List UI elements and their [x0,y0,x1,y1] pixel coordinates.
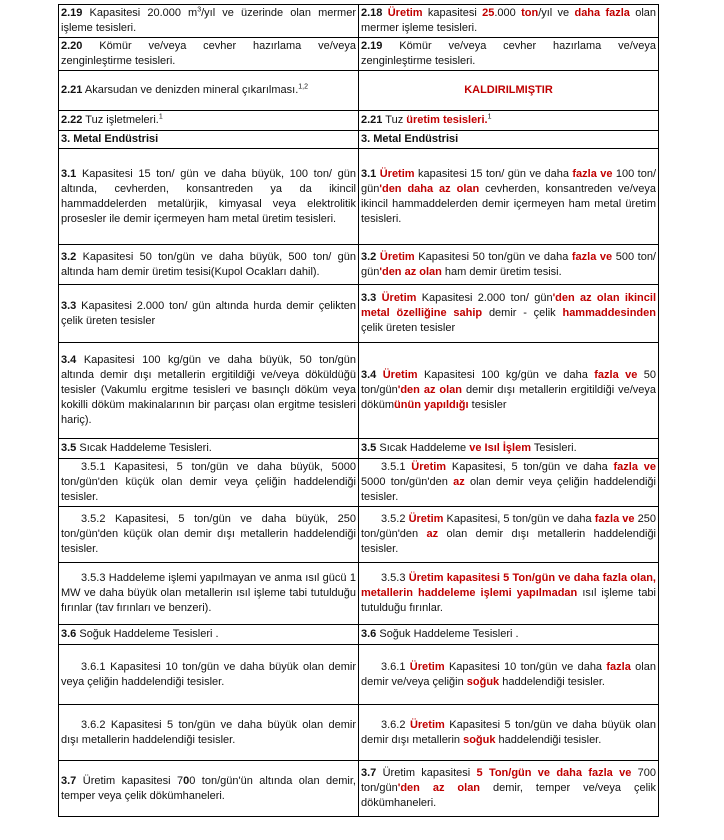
text-segment: Kapasitesi 5 ton/gün ve daha büyük olan demir dışı metallerin [361,718,656,746]
table-row [59,149,659,245]
text-segment: 3.6.2 Kapasitesi 5 ton/gün ve daha büyük olan demir dışı metallerin haddelendiği tesisler. [61,718,356,746]
table-row [59,38,659,71]
text-segment: 3.1 [361,167,377,180]
text-segment: tesisler [468,399,507,411]
amended-text: az [426,528,439,540]
text-segment: Kapasitesi 15 ton/ gün ve daha büyük, 100 ton/ gün altında, cevherden, konsantreden ya da ikincil hammaddelerden metalürjik, kimyasal veya elektrolitik prosesler ile demir içermeyen ham metal üretim tesisleri. [61,167,356,225]
new-provision-cell [359,507,659,563]
old-provision-cell [59,71,359,111]
new-provision-cell [359,149,659,245]
footnote-marker: 1,2 [298,83,308,91]
text-segment: 2.19 [361,40,383,52]
new-provision-cell [359,245,659,285]
text-segment: Üretim kapasitesi [376,767,477,779]
old-provision-cell [59,439,359,459]
text-segment: Soğuk Haddeleme Tesisleri . [76,628,219,640]
text-segment: 3. Metal Endüstrisi [61,133,159,145]
amended-text: Üretim [382,369,418,381]
table-row [59,343,659,439]
text-segment: ısıl işleme tabi tutulduğu fırınlar. [361,587,656,614]
table-row [59,645,659,705]
text-segment: 3.6 [361,628,377,640]
old-provision-cell [59,285,359,343]
text-segment: 3.3 [61,299,77,312]
old-provision-cell [59,149,359,245]
old-provision-cell [59,111,359,131]
text-segment: Sıcak Haddeleme Tesisleri. [76,442,212,454]
amended-text: Üretim [379,250,415,263]
text-segment: 100 ton/ gün [361,167,657,195]
text-segment: 3.7 [361,767,377,779]
table-body [59,5,659,817]
amended-text: fazla ve [571,250,613,263]
old-provision-cell [59,5,359,38]
amended-text: soğuk [466,675,500,688]
text-segment: 3.5 [361,442,377,454]
text-segment: Kapasitesi 20.000 m [82,7,198,19]
new-provision-cell [359,111,659,131]
amended-text: Üretim [408,513,444,525]
table-row [59,507,659,563]
text-segment: 2.22 [61,114,83,126]
text-segment: Akarsudan ve denizden mineral çıkarılması. [82,84,299,96]
amended-text: üretim tesisleri. [406,114,488,126]
text-segment: Kapasitesi 10 ton/gün ve daha [444,660,607,673]
text-segment: 3.4 [61,354,77,366]
amended-text: 5 Ton/gün ve daha fazla ve [476,767,632,779]
old-provision-cell [59,625,359,645]
amended-text: ve Isıl İşlem [469,442,531,454]
amended-text: fazla ve [594,369,638,381]
text-segment: 3.7 [61,774,77,787]
footnote-marker: 1 [487,113,492,121]
text-segment: çelik üreten tesisler [361,322,456,334]
text-segment: Kapasitesi 100 kg/gün ve daha [417,369,595,381]
text-segment: haddelendiği tesisler. [495,733,602,746]
text-segment: Tesisleri. [531,442,577,454]
amended-text: KALDIRILMIŞTIR [464,84,553,96]
old-provision-cell [59,705,359,761]
table-row [59,625,659,645]
text-segment: demir - çelik [482,307,563,319]
text-segment: .000 [494,7,522,19]
text-segment: 3.2 [361,250,377,263]
amended-text: fazla [606,660,631,673]
text-segment: demir dışı metallerin ergitildiği ve/veya döküm [361,384,656,411]
text-segment: olan demir ve/veya çeliğin [361,660,656,688]
text-segment: 250 ton/gün'den [361,513,656,540]
amended-text: 'den az olan ikincil metal özelliğine sahip [361,292,656,319]
new-provision-cell [359,439,659,459]
text-segment: 3.5.1 Kapasitesi, 5 ton/gün ve daha büyük, 5000 ton/gün'den küçük olan demir veya çeliğin haddelendiği tesisler. [61,461,356,503]
old-provision-cell [59,459,359,507]
text-segment: ham demir üretim tesisi. [441,265,562,278]
new-provision-cell [359,645,659,705]
new-provision-cell [359,285,659,343]
amended-text: Üretim [387,7,423,19]
text-segment: 2.21 [61,84,83,96]
old-provision-cell [59,507,359,563]
text-segment: Kömür ve/veya cevher hazırlama ve/veya zenginleştirme tesisleri. [361,40,656,67]
amended-text: Üretim [411,461,447,473]
text-segment: 2.19 [61,7,83,19]
text-segment: Tuz işletmeleri. [82,114,159,126]
text-segment: 3.5 [61,442,77,454]
text-segment: demir, temper ve/veya çelik dökümhaneleri. [361,782,656,809]
text-segment: 500 ton/ gün [361,250,656,278]
amended-text: Üretim [409,660,445,673]
text-segment: Kapasitesi 2.000 ton/ gün [416,292,553,304]
amended-text: hammaddesinden [562,307,656,319]
text-segment: Kömür ve/veya cevher hazırlama ve/veya zenginleştirme tesisleri. [61,40,356,67]
new-provision-cell [359,5,659,38]
text-segment: /yıl ve [538,7,575,19]
text-segment: /yıl ve üzerinde olan mermer işleme tesisleri. [61,7,356,34]
table-row [59,761,659,817]
old-provision-cell [59,131,359,149]
comparison-table [58,4,659,817]
text-segment: Kapasitesi 100 kg/gün ve daha büyük, 50 ton/gün altında demir dışı metallerin ergitildiği ve/veya döküldüğü tesisler (Vakumlu ergitme tesisleri ve basınçlı döküm veya kokilli döküm makinalarının bir parçası olan ergitme tesisleri hariç). [61,354,356,426]
amended-text: ünün yapıldığı [394,399,469,411]
new-provision-cell [359,459,659,507]
text-segment: haddelendiği tesisler. [499,675,605,688]
text-segment: 2.20 [61,40,83,52]
text-segment: kapasitesi 15 ton/ gün ve daha [414,167,573,180]
text-segment: Kapasitesi 2.000 ton/ gün altında hurda demir çelikten çelik üreten tesisler [61,299,356,327]
text-segment: Kapasitesi, 5 ton/gün ve daha [446,461,614,473]
amended-text: fazla ve [613,461,656,473]
new-provision-cell [359,343,659,439]
amended-text: 'den daha az olan [379,182,480,195]
old-provision-cell [59,563,359,625]
new-provision-cell [359,131,659,149]
text-segment: 3.5.2 [381,513,409,525]
old-provision-cell [59,645,359,705]
text-segment: 700 ton/gün [361,767,656,794]
text-segment: Kapasitesi, 5 ton/gün ve daha [443,513,595,525]
text-segment: 3.5.2 Kapasitesi, 5 ton/gün ve daha büyük, 250 ton/gün'den küçük olan demir dışı metallerin haddelendiği tesisler. [61,513,356,555]
text-segment: Tuz [382,114,407,126]
text-segment: Üretim kapasitesi 7 [76,774,184,787]
amended-text: Üretim [409,718,445,731]
table-row [59,439,659,459]
text-segment: 0 ton/gün'ün altında olan demir, temper veya çelik dökümhaneleri. [61,774,356,802]
amended-text: ton [521,7,539,19]
amended-text: az [453,476,465,488]
table-row [59,131,659,149]
text-segment: 3.6.1 [381,660,410,673]
table-row [59,245,659,285]
text-segment: 2.18 [361,7,383,19]
text-segment: 0 [183,774,190,787]
text-segment: Soğuk Haddeleme Tesisleri . [376,628,519,640]
table-row [59,563,659,625]
table-row [59,5,659,38]
table-row [59,459,659,507]
text-segment: 3.2 [61,250,77,263]
text-segment: Kapasitesi 50 ton/gün ve daha büyük, 500 ton/ gün altında ham demir üretim tesisi(Kupol Ocakları dahil). [61,250,356,278]
amended-text: daha fazla [574,7,630,19]
amended-text: Üretim [379,167,415,180]
amended-text: fazla ve [572,167,613,180]
old-provision-cell [59,38,359,71]
text-segment: 3.1 [61,167,77,180]
old-provision-cell [59,245,359,285]
new-provision-cell [359,625,659,645]
text-segment: olan mermer işleme tesisleri. [361,7,657,34]
table-row [59,111,659,131]
new-provision-cell [359,71,659,111]
text-segment: 3.4 [361,369,377,381]
amended-text: 'den az olan [379,265,442,278]
text-segment: 3.5.1 [381,461,412,473]
amended-text: 'den az olan [397,782,481,794]
text-segment: 3.5.3 [381,572,409,584]
amended-text: 'den az olan [397,384,463,396]
footnote-marker: 3 [197,6,202,14]
text-segment: 3. Metal Endüstrisi [361,133,459,145]
text-segment: 3.5.3 Haddeleme işlemi yapılmayan ve anma ısıl gücü 1 MW ve daha büyük olan metallerin ısıl işleme tabi tutulduğu fırınlar (tav fırınları ve benzeri). [61,572,356,614]
text-segment: 3.6 [61,628,77,640]
amended-text: Üretim [381,292,417,304]
text-segment: 2.21 [361,114,383,126]
text-segment: 5000 ton/gün'den [361,476,454,488]
table-row [59,71,659,111]
text-segment: Kapasitesi 50 ton/gün ve daha [414,250,572,263]
new-provision-cell [359,563,659,625]
footnote-marker: 1 [158,113,163,121]
new-provision-cell [359,761,659,817]
amended-text: soğuk [463,733,496,746]
text-segment: Sıcak Haddeleme [376,442,470,454]
text-segment: 3.6.2 [381,718,410,731]
text-segment: olan demir veya çeliğin haddelendiği tesisler. [361,476,656,503]
text-segment: cevherden, konsantreden ve/veya ikincil hammaddelerden demir içermeyen ham metal üretim tesisleri. [361,182,656,225]
text-segment: olan demir dışı metallerin haddelendiği tesisler. [361,528,657,555]
old-provision-cell [59,761,359,817]
text-segment: kapasitesi [422,7,483,19]
new-provision-cell [359,705,659,761]
text-segment: 3.3 [361,292,377,304]
amended-text: 25 [482,7,495,19]
amended-text: Üretim kapasitesi 5 Ton/gün ve daha fazla olan, metallerin haddeleme işlemi yapılmadan [361,572,656,599]
table-row [59,705,659,761]
old-provision-cell [59,343,359,439]
amended-text: fazla ve [594,513,635,525]
text-segment: 3.6.1 Kapasitesi 10 ton/gün ve daha büyük olan demir veya çeliğin haddelendiği tesisler. [61,660,356,688]
table-row [59,285,659,343]
new-provision-cell [359,38,659,71]
text-segment: 50 ton/gün [361,369,657,396]
